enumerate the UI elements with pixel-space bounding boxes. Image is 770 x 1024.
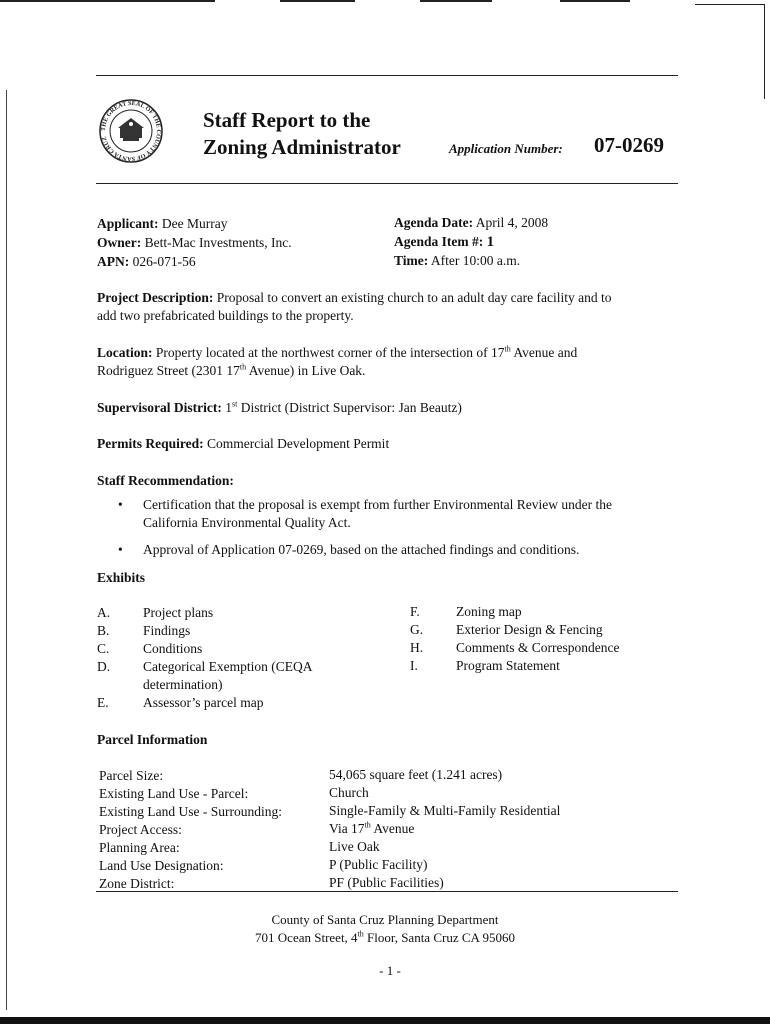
parcel-information-label: Parcel Information (97, 732, 208, 747)
exhibit-letter: F. (410, 604, 420, 619)
scan-edge (420, 0, 492, 2)
apn-value: 026-071-56 (132, 254, 196, 269)
application-number: 07-0269 (594, 133, 664, 157)
footer-address (0, 929, 770, 947)
exhibit-item: Assessor’s parcel map (143, 695, 264, 710)
parcel-value: PF (Public Facilities) (329, 875, 444, 890)
applicant-label: Applicant: (97, 216, 159, 231)
parcel-value: Single-Family & Multi-Family Residential (329, 803, 561, 818)
exhibit-letter: A. (97, 605, 111, 620)
parcel-key: Parcel Size: (99, 768, 164, 783)
exhibit-letter: H. (410, 640, 424, 655)
parcel-key: Zone District: (99, 876, 175, 891)
header-rule-top (96, 75, 678, 76)
supervisorial-label: Supervisoral District: (97, 400, 222, 415)
recommendation-bullet1-line2: California Environmental Quality Act. (143, 515, 351, 530)
exhibit-item: determination) (143, 677, 223, 692)
footer-rule (96, 891, 678, 892)
agenda-item-label: Agenda Item #: (394, 234, 484, 249)
exhibit-item: Categorical Exemption (CEQA (143, 659, 313, 674)
svg-text:THE GREAT SEAL OF THE COUNTY O: THE GREAT SEAL OF THE COUNTY OF SANTA CRUZ (99, 99, 163, 163)
parcel-key: Planning Area: (99, 840, 180, 855)
exhibit-item: Exterior Design & Fencing (456, 622, 603, 637)
exhibit-letter: C. (97, 641, 110, 656)
exhibit-item: Conditions (143, 641, 203, 656)
footer-address-sup: th (357, 929, 364, 939)
location-text-c: Rodriguez Street (2301 17 (97, 363, 240, 378)
county-seal-icon (98, 98, 164, 164)
agenda-date-value: April 4, 2008 (475, 215, 549, 230)
footer-address-a: 701 Ocean Street, 4 (255, 930, 358, 945)
parcel-key: Project Access: (99, 822, 182, 837)
parcel-value-access (329, 820, 414, 838)
parcel-key: Existing Land Use - Parcel: (99, 786, 249, 801)
owner-value: Bett-Mac Investments, Inc. (144, 235, 292, 250)
scan-edge (764, 4, 765, 99)
project-description-line2: add two prefabricated buildings to the property. (97, 308, 354, 323)
exhibit-letter: E. (97, 695, 109, 710)
parcel-key: Existing Land Use - Surrounding: (99, 804, 282, 819)
access-sup: th (364, 820, 371, 830)
page-number: - 1 - (379, 963, 401, 978)
permits-value: Commercial Development Permit (206, 436, 390, 451)
report-title-line2: Zoning Administrator (203, 135, 401, 159)
agenda-item-value: 1 (486, 234, 495, 250)
apn-row (97, 253, 196, 271)
exhibit-letter: D. (97, 659, 111, 674)
owner-label: Owner: (97, 235, 142, 250)
location-sup: th (239, 362, 247, 372)
parcel-value: 54,065 square feet (1.241 acres) (329, 767, 503, 782)
report-title-line1: Staff Report to the (203, 108, 371, 132)
agenda-date-label: Agenda Date: (394, 215, 474, 230)
location-text-a: Property located at the northwest corner of the intersection of 17 (155, 345, 505, 360)
exhibit-item: Zoning map (456, 604, 522, 619)
scan-edge (0, 1017, 770, 1024)
access-a: Via 17 (329, 821, 365, 836)
permits-label: Permits Required: (97, 436, 204, 451)
footer-department: County of Santa Cruz Planning Department (271, 912, 499, 927)
recommendation-bullet2: Approval of Application 07-0269, based on the attached findings and conditions. (143, 542, 580, 557)
supervisorial-value-a: 1 (225, 400, 232, 415)
location-line1 (97, 344, 577, 362)
location-sup: th (504, 344, 511, 354)
exhibit-letter: B. (97, 623, 110, 638)
application-number-label: Application Number: (449, 141, 563, 156)
owner-row (97, 234, 292, 252)
time-value: After 10:00 a.m. (430, 253, 521, 268)
project-description-line1 (97, 289, 611, 307)
bullet-icon: • (118, 542, 123, 557)
scan-edge (280, 0, 355, 2)
scan-edge (0, 0, 215, 2)
scan-edge (560, 0, 630, 2)
staff-recommendation-label: Staff Recommendation: (97, 473, 234, 488)
parcel-value: P (Public Facility) (329, 857, 428, 872)
applicant-value: Dee Murray (161, 216, 228, 231)
footer-address-b: Floor, Santa Cruz CA 95060 (363, 930, 515, 945)
supervisorial-sup: st (231, 399, 238, 409)
apn-label: APN: (97, 254, 130, 269)
bullet-icon: • (118, 497, 123, 512)
applicant-row (97, 215, 228, 233)
project-description-label: Project Description: (97, 290, 214, 305)
exhibit-item: Project plans (143, 605, 214, 620)
supervisorial-district-row (97, 399, 462, 417)
scan-edge (6, 90, 7, 1010)
exhibit-letter: G. (410, 622, 424, 637)
exhibits-label: Exhibits (97, 570, 146, 585)
header-rule-bottom (96, 183, 678, 184)
project-description-text: Proposal to convert an existing church to an adult day care facility and to (216, 290, 612, 305)
exhibit-item: Comments & Correspondence (456, 640, 620, 655)
parcel-value: Church (329, 785, 369, 800)
recommendation-bullet1-line1: Certification that the proposal is exempt from further Environmental Review under the (143, 497, 612, 512)
access-b: Avenue (370, 821, 415, 836)
scan-edge (695, 4, 765, 5)
location-text-b: Avenue and (510, 345, 578, 360)
parcel-key: Land Use Designation: (99, 858, 224, 873)
location-text-d: Avenue) in Live Oak. (246, 363, 366, 378)
time-label: Time: (394, 253, 429, 268)
location-label: Location: (97, 345, 153, 360)
exhibit-letter: I. (410, 658, 418, 673)
exhibit-item: Program Statement (456, 658, 560, 673)
agenda-date-row (394, 214, 548, 232)
supervisorial-value-b: District (District Supervisor: Jan Beautz) (237, 400, 462, 415)
parcel-value: Live Oak (329, 839, 380, 854)
permits-row (97, 435, 389, 453)
time-row (394, 252, 520, 270)
agenda-item-row (394, 233, 494, 251)
exhibit-item: Findings (143, 623, 191, 638)
location-line2 (97, 362, 365, 380)
